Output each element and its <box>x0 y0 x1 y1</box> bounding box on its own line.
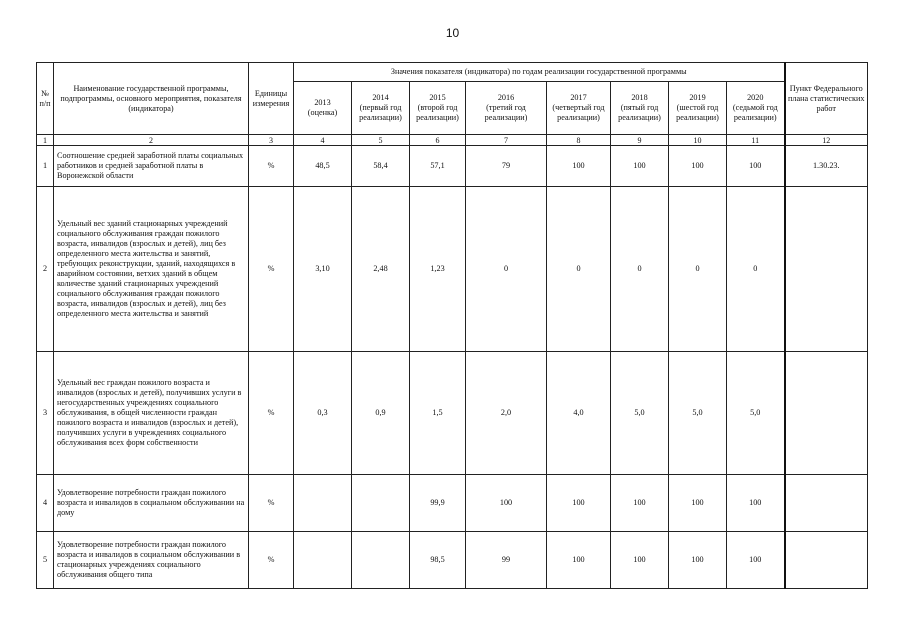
value-cell: 100 <box>547 532 611 589</box>
value-cell: 1,23 <box>410 187 466 352</box>
row-number: 5 <box>37 532 54 589</box>
indicator-name: Удовлетворение потребности граждан пожилого возраста и инвалидов в социальном обслуживании на дому <box>54 475 249 532</box>
year-header-cell <box>294 82 352 135</box>
value-cell: 5,0 <box>727 352 785 475</box>
unit-cell: % <box>249 475 294 532</box>
table-row <box>37 352 868 475</box>
value-cell: 100 <box>727 146 785 187</box>
value-cell: 100 <box>547 475 611 532</box>
federal-plan-cell <box>785 352 868 475</box>
column-number-cell: 5 <box>352 135 410 146</box>
value-cell: 100 <box>727 475 785 532</box>
federal-plan-cell: 1.30.23. <box>785 146 868 187</box>
value-cell: 5,0 <box>669 352 727 475</box>
value-cell: 3,10 <box>294 187 352 352</box>
indicator-name: Удельный вес граждан пожилого возраста и инвалидов (взрослых и детей), получивших услуги в негосударственных учреждениях социального обслуживания, в общей численности граждан пожилого возраста и инвалидов (взрослых и детей), получивших услуги в учреждениях социального обслуживания всех форм собственности <box>54 352 249 475</box>
table-row <box>37 475 868 532</box>
unit-cell: % <box>249 532 294 589</box>
year-label: 2019 <box>689 93 706 102</box>
indicator-name: Удовлетворение потребности граждан пожилого возраста и инвалидов в социальном обслуживании в стационарных учреждениях социального обслуживания общего типа <box>54 532 249 589</box>
value-cell: 57,1 <box>410 146 466 187</box>
column-number-cell: 2 <box>54 135 249 146</box>
column-number-cell: 6 <box>410 135 466 146</box>
value-cell: 100 <box>547 146 611 187</box>
value-cell: 5,0 <box>611 352 669 475</box>
row-number: 1 <box>37 146 54 187</box>
value-cell: 100 <box>611 146 669 187</box>
value-cell: 0 <box>611 187 669 352</box>
value-cell: 0 <box>669 187 727 352</box>
column-number-cell: 1 <box>37 135 54 146</box>
year-sublabel: (оценка) <box>307 108 338 117</box>
column-number-cell: 3 <box>249 135 294 146</box>
year-sublabel: (второй год реализации) <box>416 103 459 122</box>
year-label: 2016 <box>497 93 515 102</box>
federal-plan-cell <box>785 532 868 589</box>
page-number: 10 <box>445 26 460 40</box>
value-cell: 100 <box>727 532 785 589</box>
value-cell: 0,9 <box>352 352 410 475</box>
year-header-cell <box>352 82 410 135</box>
year-header-cell <box>547 82 611 135</box>
header-row <box>37 63 868 82</box>
year-sublabel: (третий год реализации) <box>484 103 528 122</box>
indicator-name: Удельный вес зданий стационарных учреждений социального обслуживания граждан пожилого возраста, инвалидов (взрослых и детей), лиц без определенного места жительства и занятий, требующих реконструкции, зданий, находящихся в аварийном состоянии, ветхих зданий в общем количестве зданий стационарных учреждений социального обслуживания граждан пожилого возраста, инвалидов (взрослых и детей), лиц без определенного места жительства и занятий <box>54 187 249 352</box>
federal-plan-cell <box>785 475 868 532</box>
column-number-cell: 4 <box>294 135 352 146</box>
value-cell: 99 <box>466 532 547 589</box>
year-label: 2015 <box>429 93 446 102</box>
year-label: 2018 <box>631 93 648 102</box>
value-cell: 0,3 <box>294 352 352 475</box>
year-label: 2017 <box>570 93 587 102</box>
year-header-cell <box>727 82 785 135</box>
value-cell: 100 <box>466 475 547 532</box>
value-cell: 100 <box>669 146 727 187</box>
value-cell: 98,5 <box>410 532 466 589</box>
value-cell: 2,0 <box>466 352 547 475</box>
header-num: № п/п <box>37 63 54 135</box>
row-number: 2 <box>37 187 54 352</box>
header-federal: Пункт Федерального плана статистических работ <box>785 63 868 135</box>
year-label: 2013 <box>314 98 331 107</box>
year-sublabel: (пятый год реализации) <box>618 103 661 122</box>
value-cell: 0 <box>466 187 547 352</box>
value-cell: 0 <box>547 187 611 352</box>
header-name: Наименование государственной программы, подпрограммы, основного мероприятия, показателя (индикатора) <box>54 63 249 135</box>
year-sublabel: (четвертый год реализации) <box>552 103 605 122</box>
column-number-cell: 11 <box>727 135 785 146</box>
year-sublabel: (седьмой год реализации) <box>732 103 778 122</box>
unit-cell: % <box>249 187 294 352</box>
federal-plan-cell <box>785 187 868 352</box>
year-label: 2020 <box>747 93 764 102</box>
unit-cell: % <box>249 146 294 187</box>
year-sublabel: (первый год реализации) <box>359 103 402 122</box>
column-number-cell: 12 <box>785 135 868 146</box>
year-header-cell <box>611 82 669 135</box>
year-header-cell <box>410 82 466 135</box>
table-row <box>37 146 868 187</box>
value-cell: 4,0 <box>547 352 611 475</box>
row-number: 3 <box>37 352 54 475</box>
value-cell: 99,9 <box>410 475 466 532</box>
value-cell: 100 <box>669 532 727 589</box>
value-cell <box>352 532 410 589</box>
header-unit: Единицы измерения <box>249 63 294 135</box>
year-header-cell <box>466 82 547 135</box>
column-number-cell: 7 <box>466 135 547 146</box>
unit-cell: % <box>249 352 294 475</box>
year-header-cell <box>669 82 727 135</box>
column-number-row <box>37 135 868 146</box>
value-cell: 100 <box>611 532 669 589</box>
value-cell: 1,5 <box>410 352 466 475</box>
value-cell: 100 <box>669 475 727 532</box>
year-label: 2014 <box>372 93 389 102</box>
header-values-group: Значения показателя (индикатора) по годам реализации государственной программы <box>294 63 785 82</box>
value-cell: 0 <box>727 187 785 352</box>
value-cell: 2,48 <box>352 187 410 352</box>
column-number-cell: 10 <box>669 135 727 146</box>
value-cell: 79 <box>466 146 547 187</box>
value-cell: 100 <box>611 475 669 532</box>
column-number-cell: 8 <box>547 135 611 146</box>
indicator-name: Соотношение средней заработной платы социальных работников и средней заработной платы в Воронежской области <box>54 146 249 187</box>
column-number-cell: 9 <box>611 135 669 146</box>
value-cell <box>352 475 410 532</box>
value-cell: 58,4 <box>352 146 410 187</box>
value-cell: 48,5 <box>294 146 352 187</box>
year-sublabel: (шестой год реализации) <box>676 103 719 122</box>
value-cell <box>294 475 352 532</box>
row-number: 4 <box>37 475 54 532</box>
table-row <box>37 532 868 589</box>
value-cell <box>294 532 352 589</box>
table-row <box>37 187 868 352</box>
indicators-table <box>36 62 868 589</box>
